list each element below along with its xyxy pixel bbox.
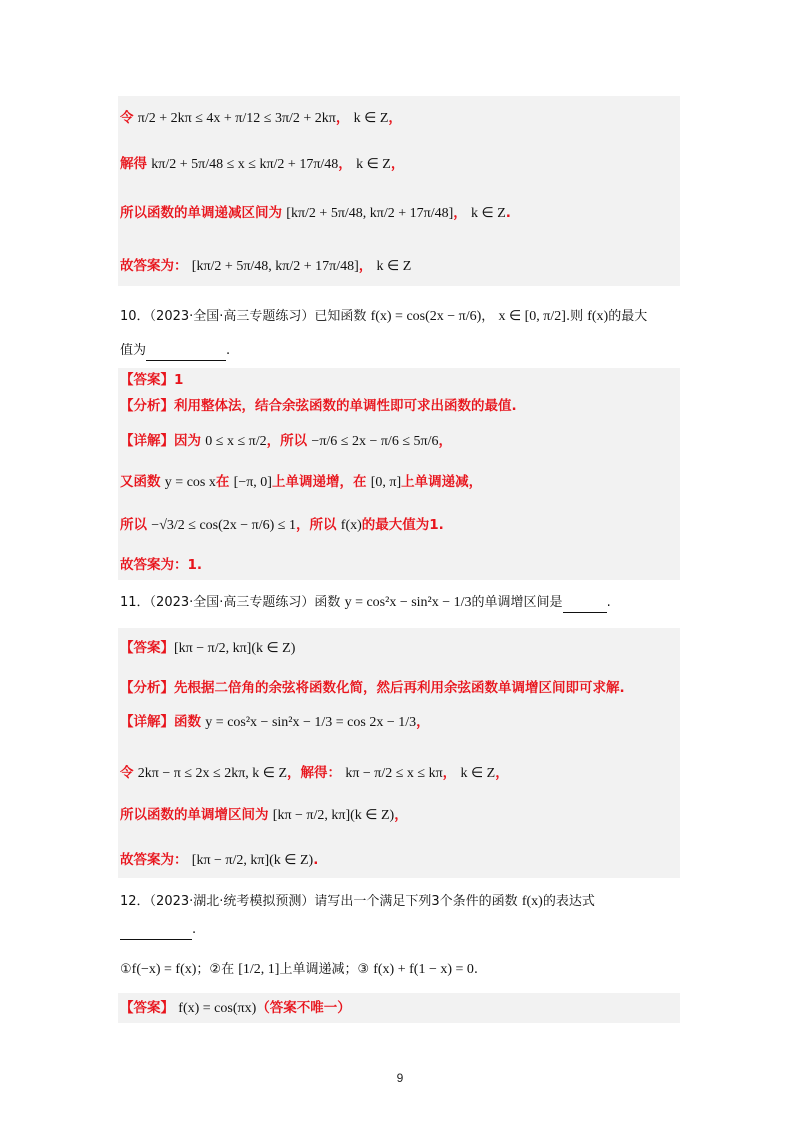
question-10: 10．（2023·全国·高三专题练习）已知函数 f(x) = cos(2x − π/6)， x ∈ [0, π/2].则 f(x)的最大 (120, 309, 648, 324)
detail-11-line2: 令 2kπ − π ≤ 2x ≤ 2kπ, k ∈ Z，解得： kπ − π/2 ≤ x ≤ kπ， k ∈ Z， (120, 765, 509, 781)
answer-blank (563, 596, 607, 613)
analysis-11: 【分析】先根据二倍角的余弦将函数化简，然后再利用余弦函数单调增区间即可求解. (120, 680, 625, 696)
detail-11-line3: 所以函数的单调增区间为 [kπ − π/2, kπ](k ∈ Z)， (120, 807, 408, 823)
question-12-cont: . (120, 920, 680, 940)
page-number: 9 (396, 1071, 404, 1085)
question-12-conditions: ①f(−x) = f(x)；②在 [1/2, 1]上单调递减；③ f(x) + f(1 − x) = 0. (120, 962, 479, 977)
solution-line-interval: 所以函数的单调递减区间为 [kπ/2 + 5π/48, kπ/2 + 17π/48]， k ∈ Z. (120, 205, 511, 221)
detail-10-line1: 【详解】因为 0 ≤ x ≤ π/2，所以 −π/6 ≤ 2x − π/6 ≤ 5π/6， (120, 433, 452, 449)
answer-blank (146, 344, 226, 361)
final-answer-11: 故答案为： [kπ − π/2, kπ](k ∈ Z). (120, 852, 319, 868)
answer-blank (120, 923, 192, 940)
answer-10: 【答案】1 (120, 372, 184, 388)
detail-10-line3: 所以 −√3/2 ≤ cos(2x − π/6) ≤ 1，所以 f(x)的最大值为1. (120, 517, 444, 533)
detail-10-line2: 又函数 y = cos x在 [−π, 0]上单调递增，在 [0, π]上单调递减， (120, 474, 483, 490)
detail-11-line1: 【详解】函数 y = cos²x − sin²x − 1/3 = cos 2x − 1/3， (120, 714, 430, 730)
final-answer-10: 故答案为：1. (120, 557, 203, 573)
analysis-10: 【分析】利用整体法，结合余弦函数的单调性即可求出函数的最值. (120, 398, 517, 414)
solution-line-final: 故答案为： [kπ/2 + 5π/48, kπ/2 + 17π/48]， k ∈ Z (120, 258, 412, 274)
answer-block-q11 (118, 628, 680, 878)
question-10-cont: 值为 . (120, 341, 680, 361)
answer-12: 【答案】 f(x) = cos(πx)（答案不唯一） (120, 1000, 351, 1016)
question-12: 12．（2023·湖北·统考模拟预测）请写出一个满足下列3个条件的函数 f(x)的表达式 (120, 894, 595, 909)
solution-line-solve: 解得 kπ/2 + 5π/48 ≤ x ≤ kπ/2 + 17π/48， k ∈ Z， (120, 156, 405, 172)
solution-line-let: 令 π/2 + 2kπ ≤ 4x + π/12 ≤ 3π/2 + 2kπ， k ∈ Z， (120, 110, 402, 126)
answer-11: 【答案】[kπ − π/2, kπ](k ∈ Z) (120, 640, 296, 656)
question-11: 11．（2023·全国·高三专题练习）函数 y = cos²x − sin²x − 1/3的单调增区间是 . (120, 593, 680, 613)
